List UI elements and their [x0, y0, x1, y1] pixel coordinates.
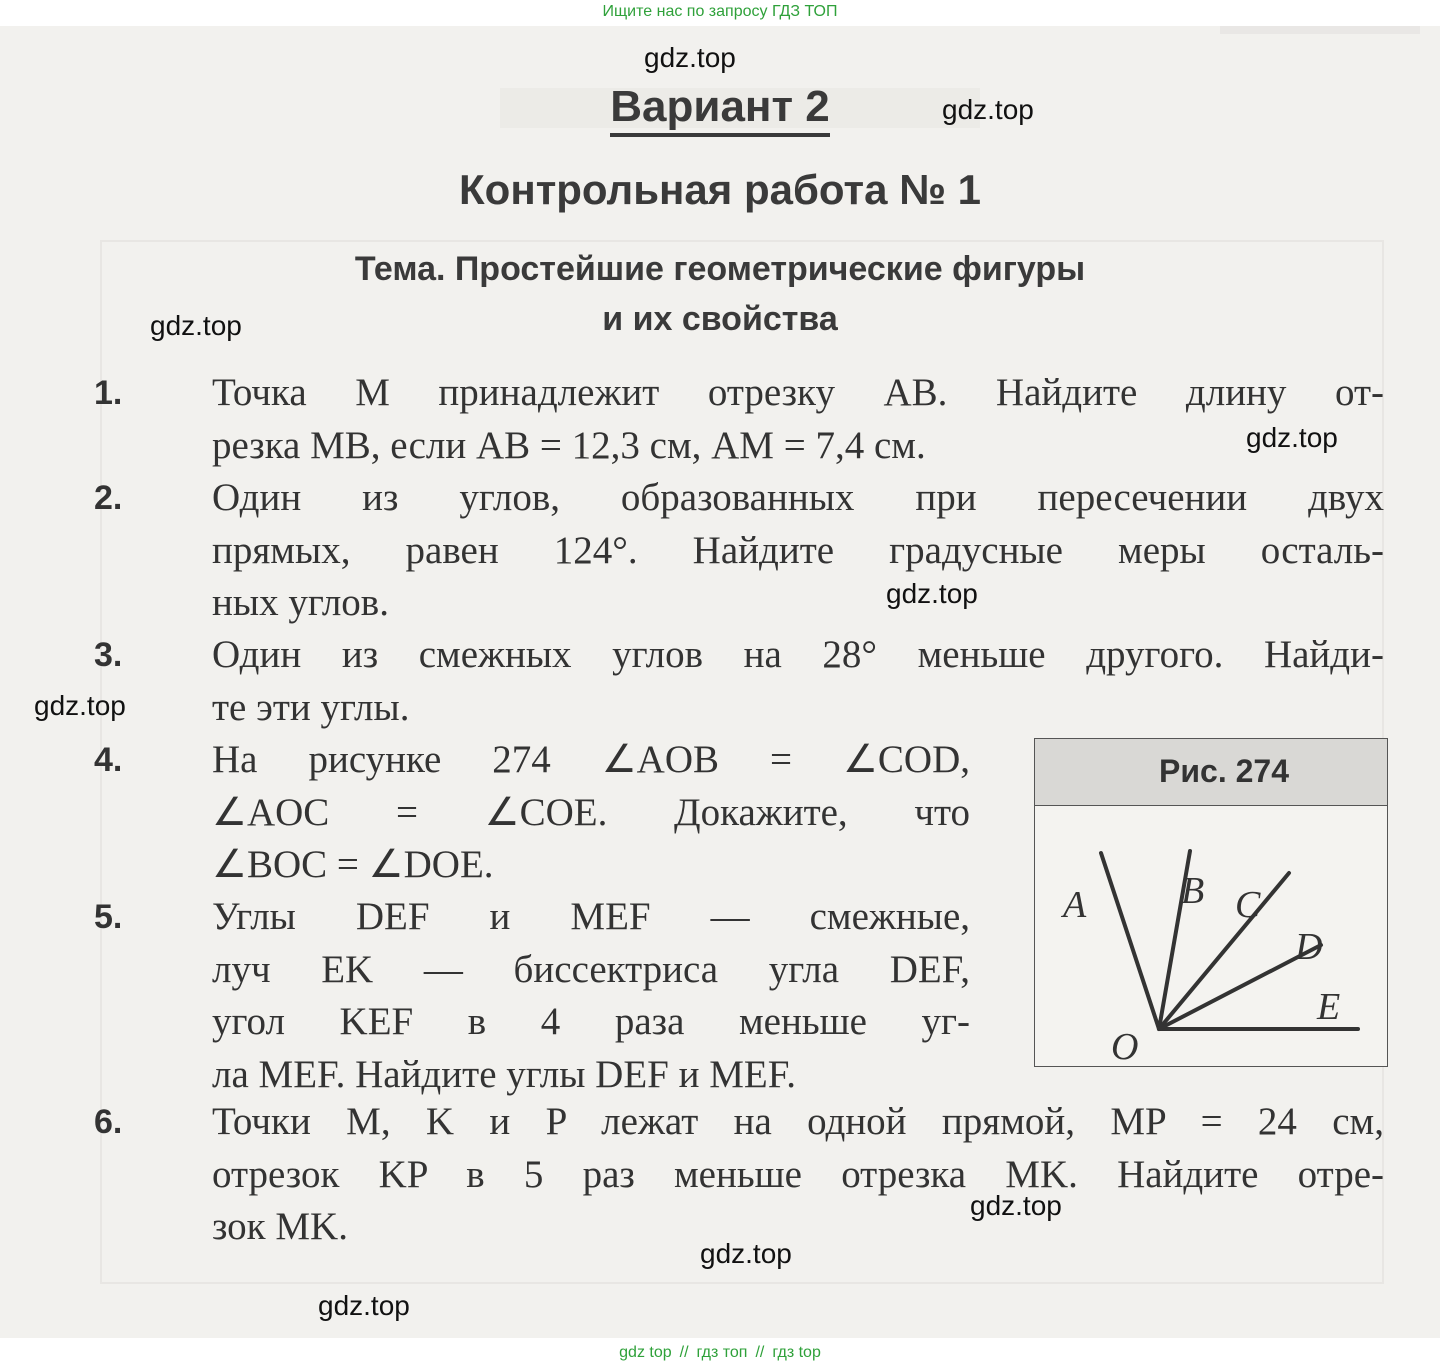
- work-title: Контрольная работа № 1: [459, 166, 981, 213]
- watermark: gdz.top: [1246, 422, 1338, 453]
- task-4: [212, 734, 970, 892]
- figure-header: [1035, 739, 1387, 806]
- task-2: [212, 472, 1384, 630]
- watermark: gdz.top: [886, 578, 978, 609]
- task-line: ∠AOC = ∠COE. Докажите, что: [212, 790, 970, 834]
- task-line: угол KEF в 4 раза меньше уг-: [212, 1000, 970, 1043]
- footer-link[interactable]: гдз top: [772, 1344, 821, 1361]
- angle-rays-diagram: [1035, 805, 1387, 1066]
- watermark: gdz.top: [700, 1238, 792, 1269]
- task-number: 4.: [94, 741, 123, 779]
- watermark: gdz.top: [644, 42, 736, 73]
- footer-separator: //: [755, 1344, 765, 1361]
- task-line: Точка M принадлежит отрезку AB. Найдите длину от-: [212, 371, 1384, 414]
- label-C: C: [1235, 884, 1261, 926]
- task-5: [212, 891, 970, 1101]
- figure-caption: Рис. 274: [1159, 753, 1289, 789]
- task-number: 6.: [94, 1103, 123, 1141]
- task-line: Один из смежных углов на 28° меньше другого. Найди-: [212, 633, 1384, 676]
- task-line: Углы DEF и MEF — смежные,: [212, 895, 970, 938]
- footer-link[interactable]: гдз топ: [696, 1344, 748, 1361]
- top-banner[interactable]: [0, 0, 1440, 24]
- task-1: [212, 367, 1384, 472]
- task-line: зок MK.: [212, 1205, 348, 1248]
- top-banner-text[interactable]: Ищите нас по запросу ГДЗ ТОП: [602, 3, 838, 20]
- task-line: Точки M, K и P лежат на одной прямой, MP = 24 см,: [212, 1100, 1384, 1143]
- task-line: ных углов.: [212, 581, 389, 624]
- footer-links: [0, 1338, 1440, 1367]
- task-6: [212, 1096, 1384, 1254]
- footer-link[interactable]: gdz top: [619, 1344, 672, 1361]
- task-number: 2.: [94, 479, 123, 517]
- label-O: O: [1111, 1026, 1139, 1066]
- ray-OA: [1101, 853, 1159, 1029]
- watermark: gdz.top: [942, 94, 1034, 125]
- task-line: отрезок KP в 5 раз меньше отрезка MK. Найдите отре-: [212, 1152, 1384, 1196]
- label-B: B: [1181, 870, 1205, 912]
- label-E: E: [1317, 986, 1341, 1028]
- footer-separator: //: [679, 1344, 689, 1361]
- task-line: ла MEF. Найдите углы DEF и MEF.: [212, 1052, 797, 1096]
- topic-line-1: Тема. Простейшие геометрические фигуры: [354, 250, 1086, 288]
- figure-274: [1034, 738, 1388, 1067]
- task-line: резка MB, если AB = 12,3 см, AM = 7,4 см.: [212, 423, 926, 467]
- watermark: gdz.top: [318, 1290, 410, 1321]
- task-3: [212, 629, 1384, 734]
- ray-OC: [1159, 873, 1289, 1029]
- task-number: 1.: [94, 374, 123, 412]
- topic-line-2: и их свойства: [602, 300, 838, 338]
- bleed-through-shape: [1220, 26, 1420, 34]
- watermark: gdz.top: [970, 1190, 1062, 1221]
- task-line: прямых, равен 124°. Найдите градусные меры осталь-: [212, 528, 1384, 572]
- watermark: gdz.top: [150, 310, 242, 341]
- variant-title: Вариант 2: [0, 82, 1440, 132]
- task-line: Один из углов, образованных при пересечении двух: [212, 476, 1384, 519]
- task-line: На рисунке 274 ∠AOB = ∠COD,: [212, 738, 970, 781]
- label-D: D: [1295, 926, 1323, 968]
- task-number: 3.: [94, 636, 123, 674]
- task-line: луч EK — биссектриса угла DEF,: [212, 947, 970, 991]
- task-line: те эти углы.: [212, 685, 410, 729]
- watermark: gdz.top: [34, 690, 126, 721]
- task-line: ∠BOC = ∠DOE.: [212, 843, 494, 886]
- label-A: A: [1063, 884, 1087, 926]
- textbook-page: [0, 26, 1440, 1338]
- task-number: 5.: [94, 898, 123, 936]
